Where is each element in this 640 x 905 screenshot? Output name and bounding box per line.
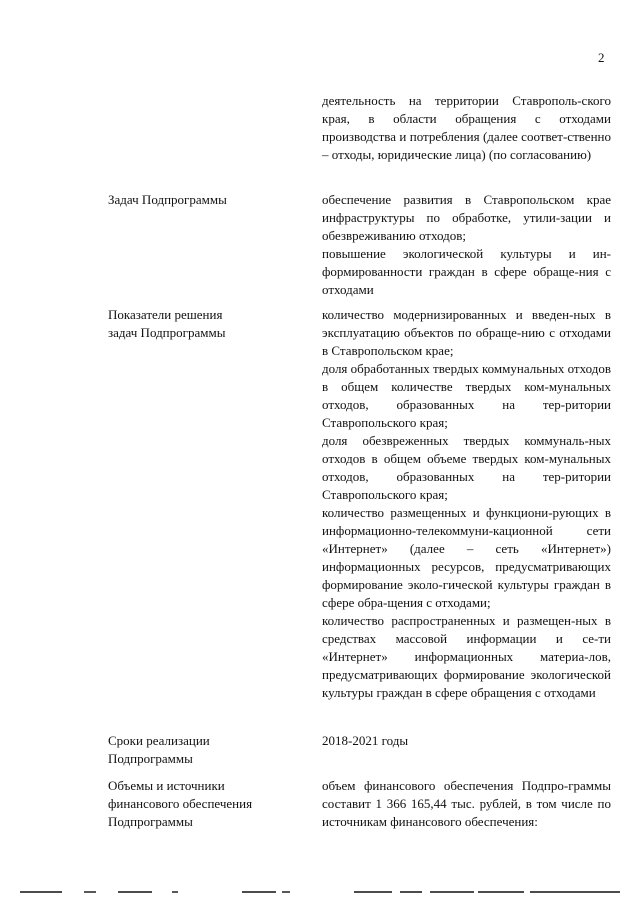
paragraph: количество распространенных и размещен-ных в средствах массовой информации и се-ти «Интернет» информационных материа-лов, предусматривающих формирование экологической культуры граждан в сфере обращения с отходами [322, 613, 611, 700]
indicators-text [322, 306, 611, 702]
funding-text [322, 777, 611, 831]
indicators-label: Показатели решения задач Подпрограммы [108, 307, 226, 340]
tasks-label: Задач Подпрограммы [108, 192, 227, 207]
paragraph: количество размещенных и функциони-рующих в информационно-телекоммуни-кационной сети «Интернет» (далее – сеть «Интернет») информационных ресурсов, предусматривающих формирование эколо-гической культуры граждан в сфере обра-щения с отходами; [322, 505, 611, 610]
paragraph: доля обезвреженных твердых коммуналь-ных отходов в общем объеме твердых ком-мунальных отходов, образованных на тер-ритории Ставропольского края; [322, 433, 611, 502]
paragraph: деятельность на территории Ставрополь-ского края, в области обращения с отходами производства и потребления (далее соответ-ственно – отходы, юридические лица) (по согласованию) [322, 93, 611, 162]
paragraph: повышение экологической культуры и ин-формированности граждан в сфере обраще-ния с отходами [322, 246, 611, 297]
bottom-rule [0, 880, 640, 900]
paragraph: объем финансового обеспечения Подпро-граммы составит 1 366 165,44 тыс. рублей, в том числе по источникам финансового обеспечения: [322, 778, 611, 829]
paragraph: доля обработанных твердых коммунальных отходов в общем количестве твердых ком-мунальных отходов, образованных на тер-ритории Ставропольского края; [322, 361, 611, 430]
paragraph: количество модернизированных и введен-ных в эксплуатацию объектов по обраще-нию с отходами в Ставропольском крае; [322, 307, 611, 358]
funding-label: Объемы и источники финансового обеспечения Подпрограммы [108, 778, 253, 829]
timeline-text [322, 732, 611, 750]
paragraph: 2018-2021 годы [322, 733, 409, 748]
tasks-text [322, 191, 611, 299]
timeline-label: Сроки реализации Подпрограммы [108, 733, 210, 766]
page-number: 2 [598, 50, 605, 65]
paragraph: обеспечение развития в Ставропольском крае инфраструктуры по обработке, утили-зации и обезвреживанию отходов; [322, 192, 611, 243]
row-text [322, 92, 611, 164]
